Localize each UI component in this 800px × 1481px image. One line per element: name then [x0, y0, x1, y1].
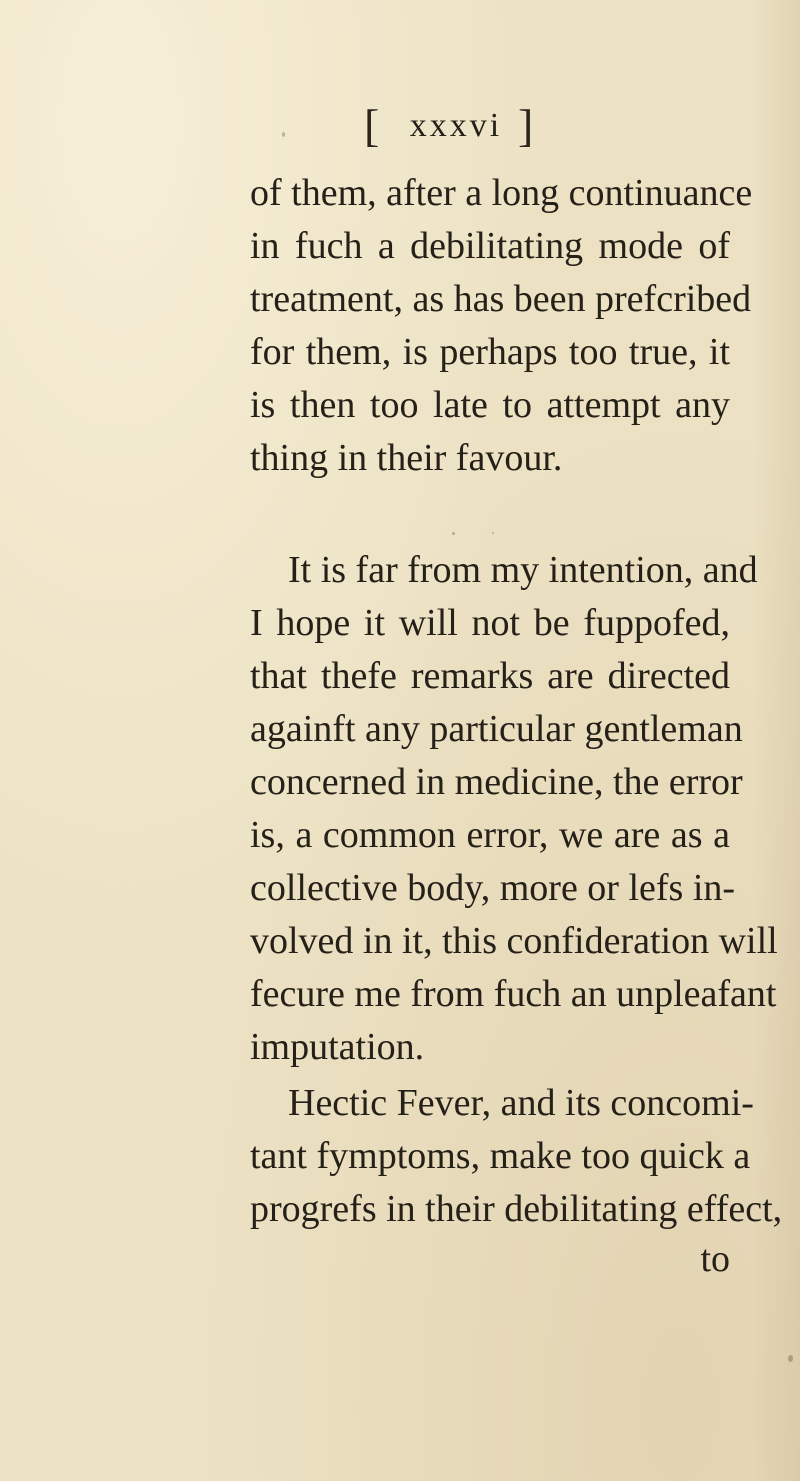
- text-line: progrefs in their debilitating effect,: [250, 1188, 783, 1230]
- page-header: [0, 96, 800, 156]
- text-line: is then too late to attempt any: [250, 384, 730, 426]
- text-line: collective body, more or lefs in-: [250, 867, 736, 909]
- text-line: for them, is perhaps too true, it: [250, 331, 730, 373]
- paper-speck: [268, 1004, 271, 1007]
- paper-speck: [282, 132, 285, 137]
- text-line: imputation.: [250, 1026, 425, 1068]
- text-line: volved in it, this confideration will: [250, 920, 778, 962]
- catchword: to: [700, 1238, 730, 1280]
- paragraph-1: [250, 167, 753, 485]
- text-line: fecure me from fuch an unpleafant: [250, 973, 777, 1015]
- paragraph-2: [250, 544, 778, 1074]
- text-line: tant fymptoms, make too quick a: [250, 1135, 751, 1177]
- text-line: It is far from my intention, and: [288, 549, 758, 591]
- paper-speck: [788, 1355, 793, 1362]
- text-line: thing in their favour.: [250, 437, 563, 479]
- paragraph-3: [250, 1077, 783, 1236]
- right-bracket: ]: [518, 100, 534, 151]
- paper-speck: [492, 532, 494, 534]
- text-line: of them, after a long continuance: [250, 172, 753, 214]
- page-number: xxxvi: [409, 107, 503, 144]
- text-line: Hectic Fever, and its concomi-: [288, 1082, 754, 1124]
- text-line: is, a common error, we are as a: [250, 814, 730, 856]
- left-bracket: [: [364, 100, 380, 151]
- text-line: in fuch a debilitating mode of: [250, 225, 730, 267]
- text-line: I hope it will not be fuppofed,: [250, 602, 730, 644]
- paper-speck: [452, 532, 455, 535]
- text-line: concerned in medicine, the error: [250, 761, 743, 803]
- text-line: treatment, as has been prefcribed: [250, 278, 752, 320]
- text-line: that thefe remarks are directed: [250, 655, 730, 697]
- text-line: againft any particular gentleman: [250, 708, 743, 750]
